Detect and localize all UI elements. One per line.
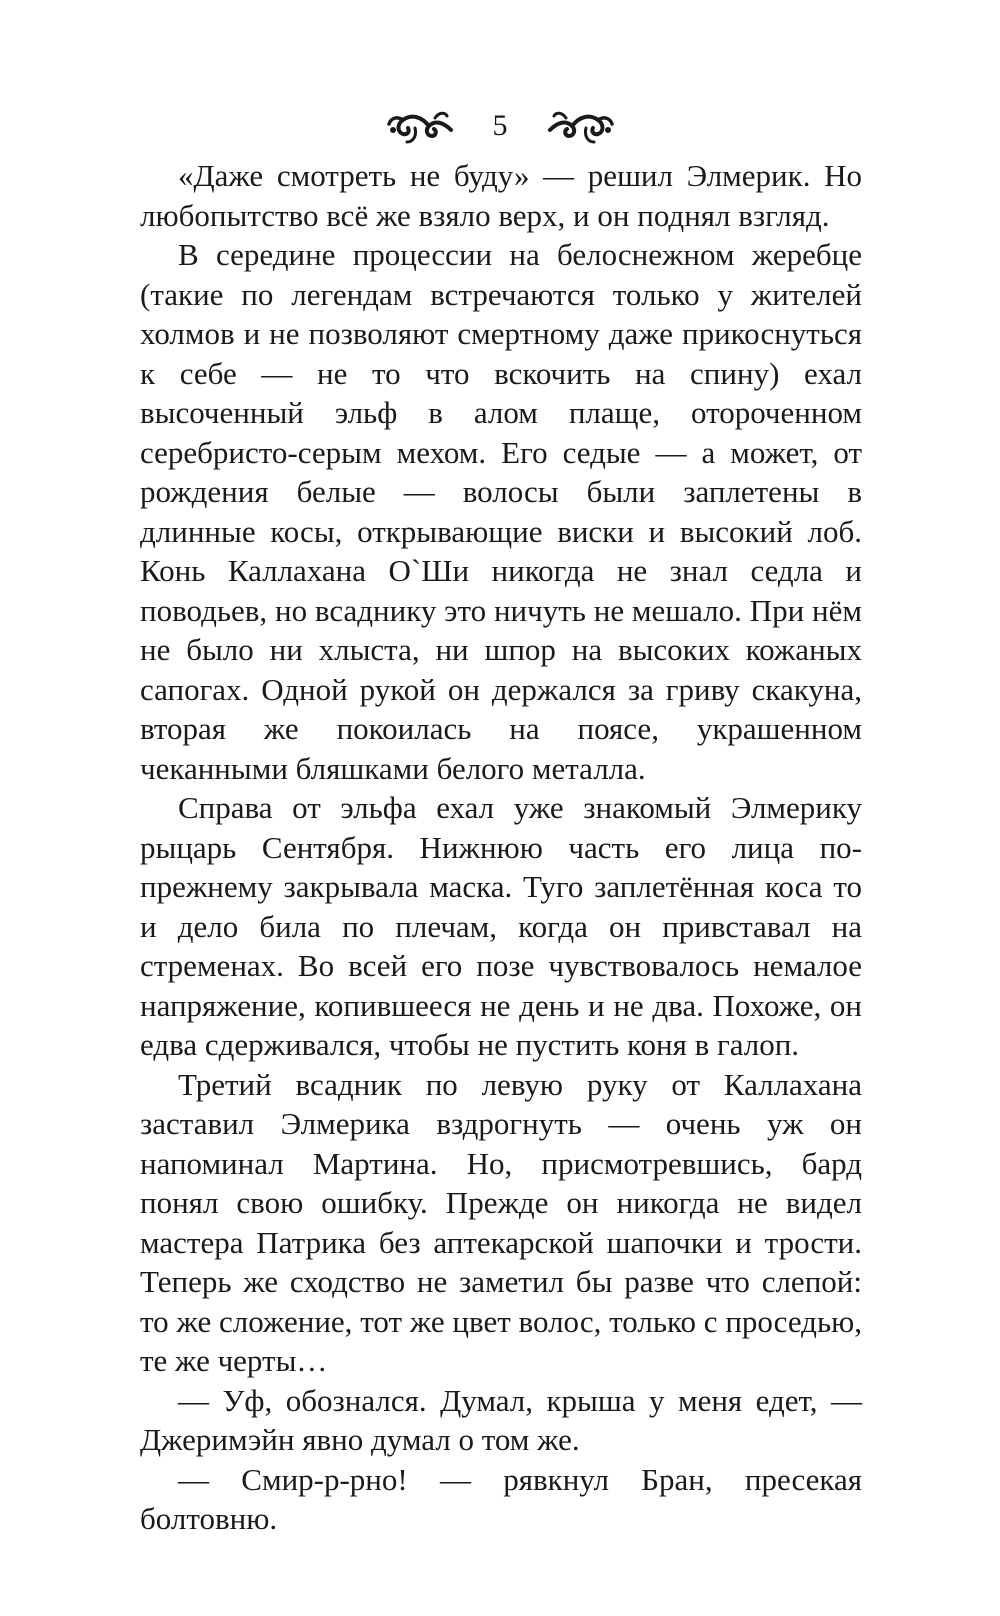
- flourish-left-icon: [385, 106, 455, 146]
- paragraph: — Смир-р-рно! — рявкнул Бран, пресекая болтовню.: [140, 1461, 862, 1536]
- page-header: [0, 96, 1000, 156]
- page-number: 5: [492, 109, 508, 142]
- paragraph: Третий всадник по левую руку от Каллахана заставил Элмерика вздрогнуть — очень уж он напоминал Мартина. Но, присмотревшись, бард понял свою ошибку. Прежде он никогда не видел мастера Патрика без аптекарской шапочки и трости. Теперь же сходство не заметил бы разве что слепой: то же сложение, тот же цвет волос, только с проседью, те же черты…: [140, 1066, 862, 1378]
- paragraph: — Уф, обознался. Думал, крыша у меня едет, — Джеримэйн явно думал о том же.: [140, 1382, 862, 1457]
- paragraph: Справа от эльфа ехал уже знакомый Элмерику рыцарь Сентября. Нижнюю часть его лица по-прежнему закрывала маска. Туго заплетённая коса то и дело била по плечам, когда он привставал на стременах. Во всей его позе чувствовалось немалое напряжение, копившееся не день и не два. Похоже, он едва сдерживался, чтобы не пустить коня в галоп.: [140, 790, 862, 1062]
- paragraph: В середине процессии на белоснежном жеребце (такие по легендам встречаются только у жителей холмов и не позволяют смертному даже прикоснуться к себе — не то что вскочить на спину) ехал высоченный эльф в алом плаще, отороченном серебристо-серым мехом. Его седые — а может, от рождения белые — волосы были заплетены в длинные косы, открывающие виски и высокий лоб. Конь Каллахана О`Ши никогда не знал седла и поводьев, но всаднику это ничуть не мешало. При нём не было ни хлыста, ни шпор на высоких кожаных сапогах. Одной рукой он держался за гриву скакуна, вторая же покоилась на поясе, украшенном чеканными бляшками белого металла.: [140, 237, 862, 786]
- flourish-right-icon: [546, 106, 616, 146]
- paragraph: «Даже смотреть не буду» — решил Элмерик. Но любопытство всё же взяло верх, и он поднял взгляд.: [140, 158, 862, 233]
- body-text: [140, 156, 862, 1539]
